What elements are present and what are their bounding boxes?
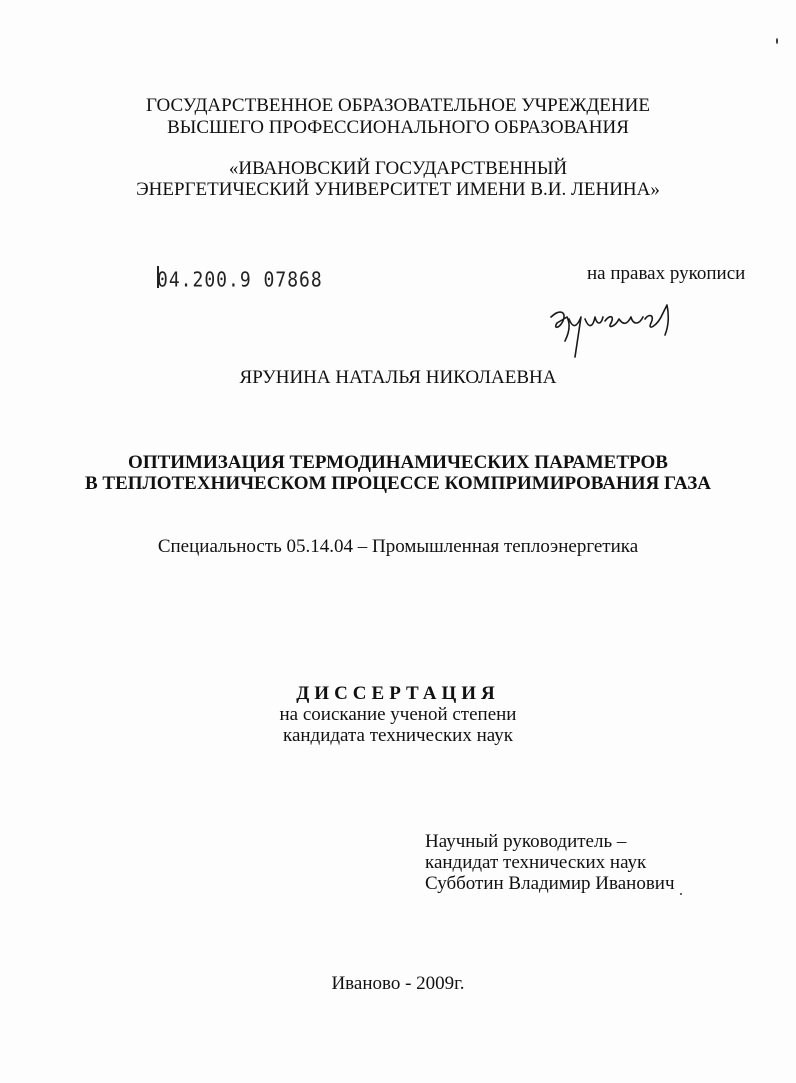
city-year: Иваново - 2009г. bbox=[331, 973, 465, 994]
thesis-title-line-2: В ТЕПЛОТЕХНИЧЕСКОМ ПРОЦЕССЕ КОМПРИМИРОВАНИЯ ГАЗА bbox=[85, 473, 711, 494]
rights-note: на правах рукописи bbox=[587, 263, 746, 284]
thesis-title-line-1: ОПТИМИЗАЦИЯ ТЕРМОДИНАМИЧЕСКИХ ПАРАМЕТРОВ bbox=[128, 452, 668, 473]
dissertation-heading: ДИССЕРТАЦИЯ bbox=[296, 683, 500, 704]
author-signature bbox=[545, 295, 675, 365]
scan-speck bbox=[680, 893, 682, 895]
supervisor-degree: кандидат технических наук bbox=[425, 852, 647, 873]
university-line-1: «ИВАНОВСКИЙ ГОСУДАРСТВЕННЫЙ bbox=[228, 158, 568, 179]
degree-line-1: на соискание ученой степени bbox=[279, 704, 517, 725]
registration-stamp: 04.200.9 07868 bbox=[157, 268, 323, 293]
university-line-2: ЭНЕРГЕТИЧЕСКИЙ УНИВЕРСИТЕТ ИМЕНИ В.И. ЛЕНИНА» bbox=[136, 179, 660, 200]
supervisor-label: Научный руководитель – bbox=[425, 831, 627, 852]
institution-line-2: ВЫСШЕГО ПРОФЕССИОНАЛЬНОГО ОБРАЗОВАНИЯ bbox=[167, 117, 629, 138]
author-name: ЯРУНИНА НАТАЛЬЯ НИКОЛАЕВНА bbox=[239, 367, 557, 388]
specialty: Специальность 05.14.04 – Промышленная теплоэнергетика bbox=[157, 536, 639, 557]
supervisor-name: Субботин Владимир Иванович bbox=[425, 873, 675, 894]
degree-line-2: кандидата технических наук bbox=[283, 725, 513, 746]
institution-line-1: ГОСУДАРСТВЕННОЕ ОБРАЗОВАТЕЛЬНОЕ УЧРЕЖДЕНИЕ bbox=[146, 95, 650, 116]
scan-speck bbox=[776, 38, 778, 44]
